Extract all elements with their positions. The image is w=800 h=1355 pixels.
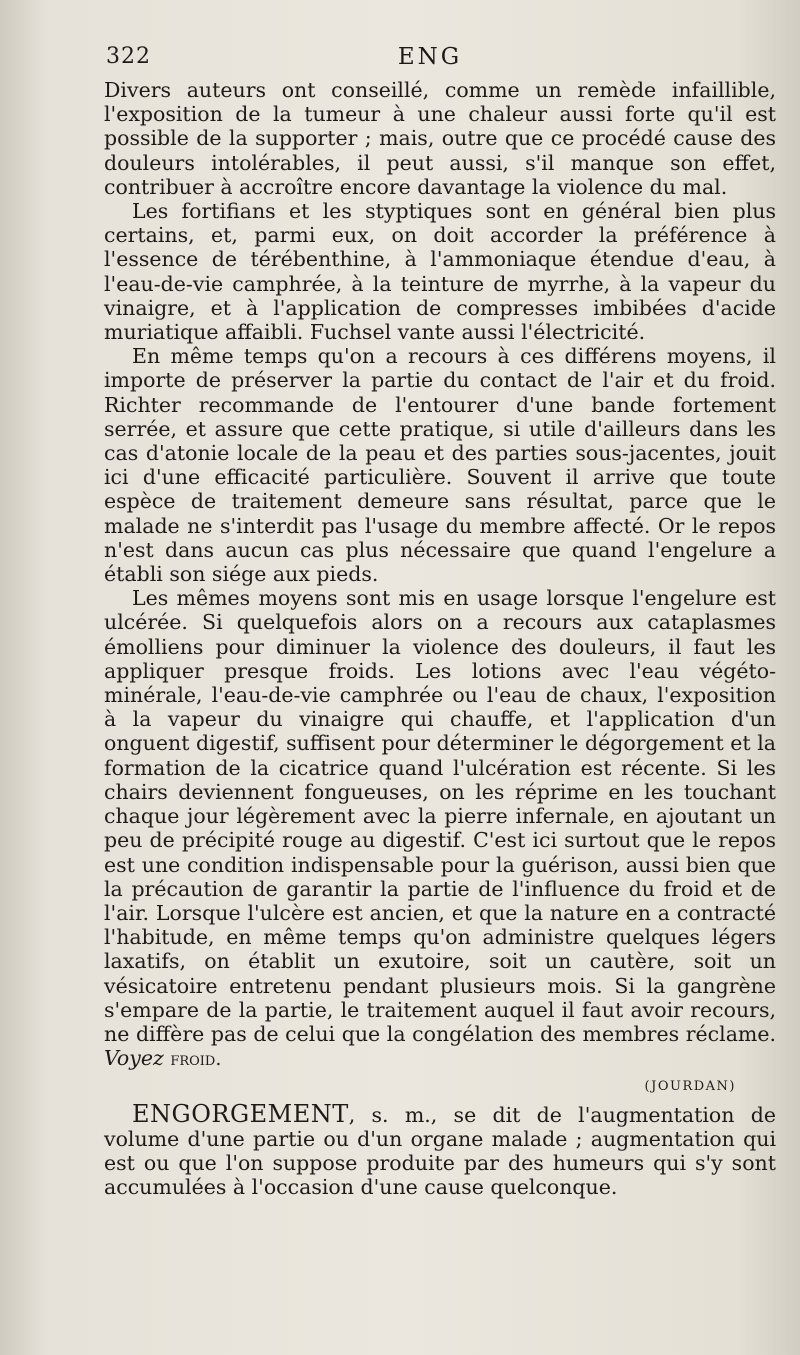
body-text (104, 78, 776, 1199)
dictionary-entry (104, 1099, 776, 1200)
paragraph: En même temps qu'on a recours à ces différens moyens, il importe de préserver la partie du contact de l'air et du froid. Richter recommande de l'entourer d'une bande fortement serrée, et assure que cette pratique, si utile d'ailleurs dans les cas d'atonie locale de la peau et des parties sous-jacentes, jouit ici d'une efficacité particulière. Souvent il arrive que toute espèce de traitement demeure sans résultat, parce que le malade ne s'interdit pas l'usage du membre affecté. Or le repos n'est dans aucun cas plus nécessaire que quand l'engelure a établi son siége aux pieds. (104, 344, 776, 587)
running-head: ENG (397, 44, 463, 70)
page-header (106, 44, 754, 74)
paragraph: Divers auteurs ont conseillé, comme un remède infaillible, l'exposition de la tumeur à une chaleur aussi forte qu'il est possible de la supporter ; mais, outre que ce procédé cause des douleurs intolérables, il peut aussi, s'il manque son effet, contribuer à accroître encore davantage la violence du mal. (104, 78, 776, 199)
paragraph-text: Les mêmes moyens sont mis en usage lorsque l'engelure est ulcérée. Si quelquefois alors on a recours aux cataplasmes émolliens pour diminuer la violence des douleurs, il faut les appliquer presque froids. Les lotions avec l'eau végéto-minérale, l'eau-de-vie camphrée ou l'eau de chaux, l'exposition à la vapeur du vinaigre qui chauffe, et l'application d'un onguent digestif, suffisent pour déterminer le dégorgement et la formation de la cicatrice quand l'ulcération est récente. Si les chairs deviennent fongueuses, on les réprime en les touchant chaque jour légèrement avec la pierre infernale, en ajoutant un peu de précipité rouge au digestif. C'est ici surtout que le repos est une condition indispensable pour la guérison, aussi bien que la précaution de garantir la partie de l'influence du froid et de l'air. Lorsque l'ulcère est ancien, et que la nature en a contracté l'habitude, en même temps qu'on administre quelques légers laxatifs, on établit un exutoire, soit un cautère, soit un vésicatoire entretenu pendant plusieurs mois. Si la gangrène s'empare de la partie, le traitement auquel il faut avoir recours, ne diffère pas de celui que la congélation des membres réclame. (104, 586, 776, 1046)
entry-headword: ENGORGEMENT (132, 1099, 349, 1128)
paragraph: Les fortifians et les styptiques sont en général bien plus certains, et, parmi eux, on doit accorder la préférence à l'essence de térébenthine, à l'ammoniaque étendue d'eau, à l'eau-de-vie camphrée, à la teinture de myrrhe, à la vapeur du vinaigre, et à l'application de compresses imbibées d'acide muriatique affaibli. Fuchsel vante aussi l'électricité. (104, 199, 776, 345)
paragraph (104, 586, 776, 1071)
page-number: 322 (106, 44, 151, 69)
entry-definition: , s. m., se dit de l'augmentation de volume d'une partie ou d'un organe malade ; augmentation qui est ou que l'on suppose produite par des humeurs qui s'y sont accumulées à l'occasion d'une cause quelconque. (104, 1102, 776, 1200)
author-signature: (JOURDAN) (644, 1079, 736, 1095)
see-also-target: froid. (170, 1048, 222, 1071)
see-also-label: Voyez (104, 1046, 164, 1071)
